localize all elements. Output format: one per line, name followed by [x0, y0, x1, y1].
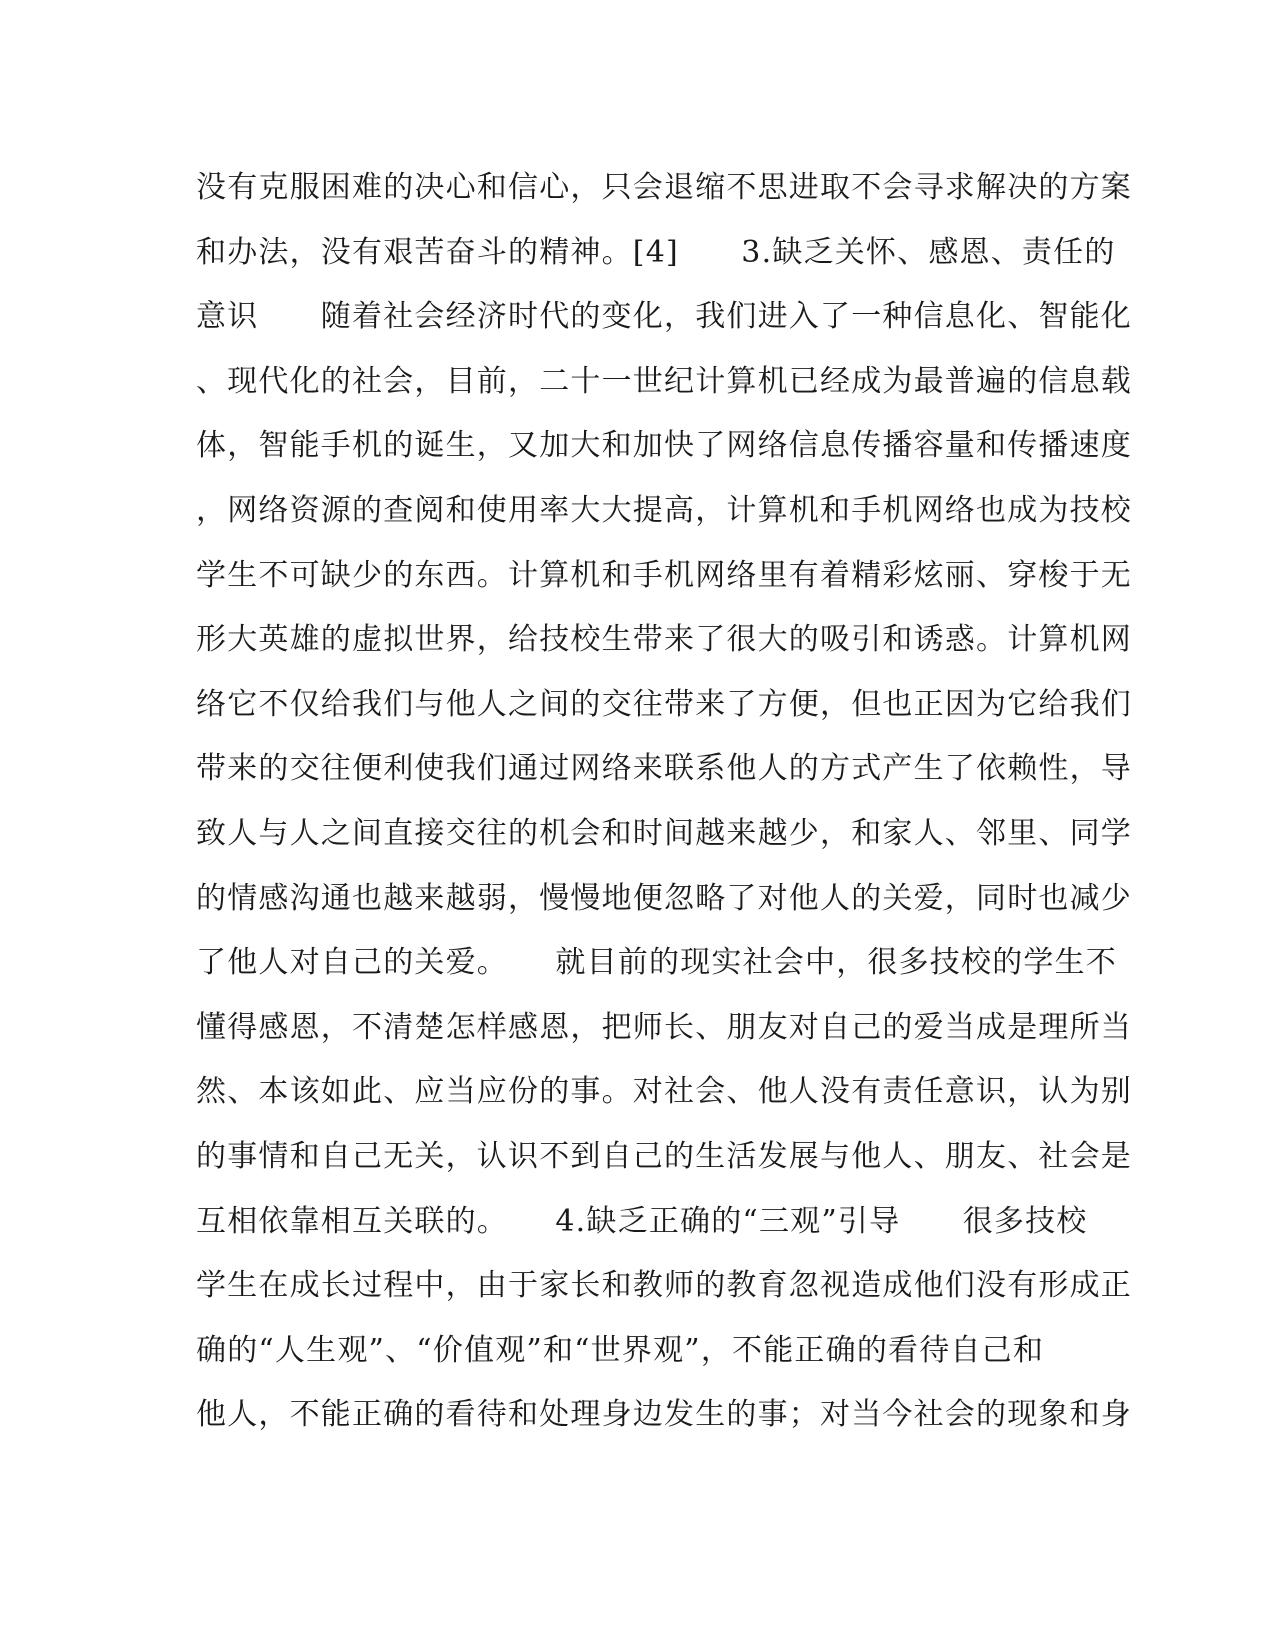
- text-line: 然、本该如此、应当应份的事。对社会、他人没有责任意识，认为别: [196, 1074, 1132, 1110]
- text-line: 懂得感恩，不清楚怎样感恩，把师长、朋友对自己的爱当成是理所当: [196, 1009, 1132, 1045]
- text-line: 的事情和自己无关，认识不到自己的生活发展与他人、朋友、社会是: [196, 1138, 1132, 1174]
- text-line: 致人与人之间直接交往的机会和时间越来越少，和家人、邻里、同学: [196, 815, 1132, 851]
- text-line: 和办法，没有艰苦奋斗的精神。[4] 3.缺乏关怀、感恩、责任的: [196, 234, 1116, 270]
- text-line: 形大英雄的虚拟世界，给技校生带来了很大的吸引和诱惑。计算机网: [196, 622, 1132, 658]
- text-line: 学生不可缺少的东西。计算机和手机网络里有着精彩炫丽、穿梭于无: [196, 557, 1132, 593]
- text-line: 络它不仅给我们与他人之间的交往带来了方便，但也正因为它给我们: [196, 686, 1132, 722]
- text-line: ，网络资源的查阅和使用率大大提高，计算机和手机网络也成为技校: [196, 492, 1132, 528]
- text-line: 带来的交往便利使我们通过网络来联系他人的方式产生了依赖性，导: [196, 751, 1132, 787]
- text-line: 体，智能手机的诞生，又加大和加快了网络信息传播容量和传播速度: [196, 428, 1132, 464]
- text-line: 的情感沟通也越来越弱，慢慢地便忽略了对他人的关爱，同时也减少: [196, 880, 1132, 916]
- text-line: 、现代化的社会，目前，二十一世纪计算机已经成为最普遍的信息载: [196, 363, 1132, 399]
- text-line: 确的“人生观”、“价值观”和“世界观”，不能正确的看待自己和: [196, 1332, 1045, 1368]
- text-line: 互相依靠相互关联的。 4.缺乏正确的“三观”引导 很多技校: [196, 1203, 1088, 1239]
- text-line: 他人，不能正确的看待和处理身边发生的事；对当今社会的现象和身: [196, 1397, 1132, 1433]
- text-line: 意识 随着社会经济时代的变化，我们进入了一种信息化、智能化: [196, 299, 1132, 335]
- text-line: 没有克服困难的决心和信心，只会退缩不思进取不会寻求解决的方案: [196, 170, 1132, 205]
- body-text: [196, 156, 1132, 1448]
- text-line: 学生在成长过程中，由于家长和教师的教育忽视造成他们没有形成正: [196, 1268, 1132, 1304]
- text-line: 了他人对自己的关爱。 就目前的现实社会中，很多技校的学生不: [196, 945, 1117, 981]
